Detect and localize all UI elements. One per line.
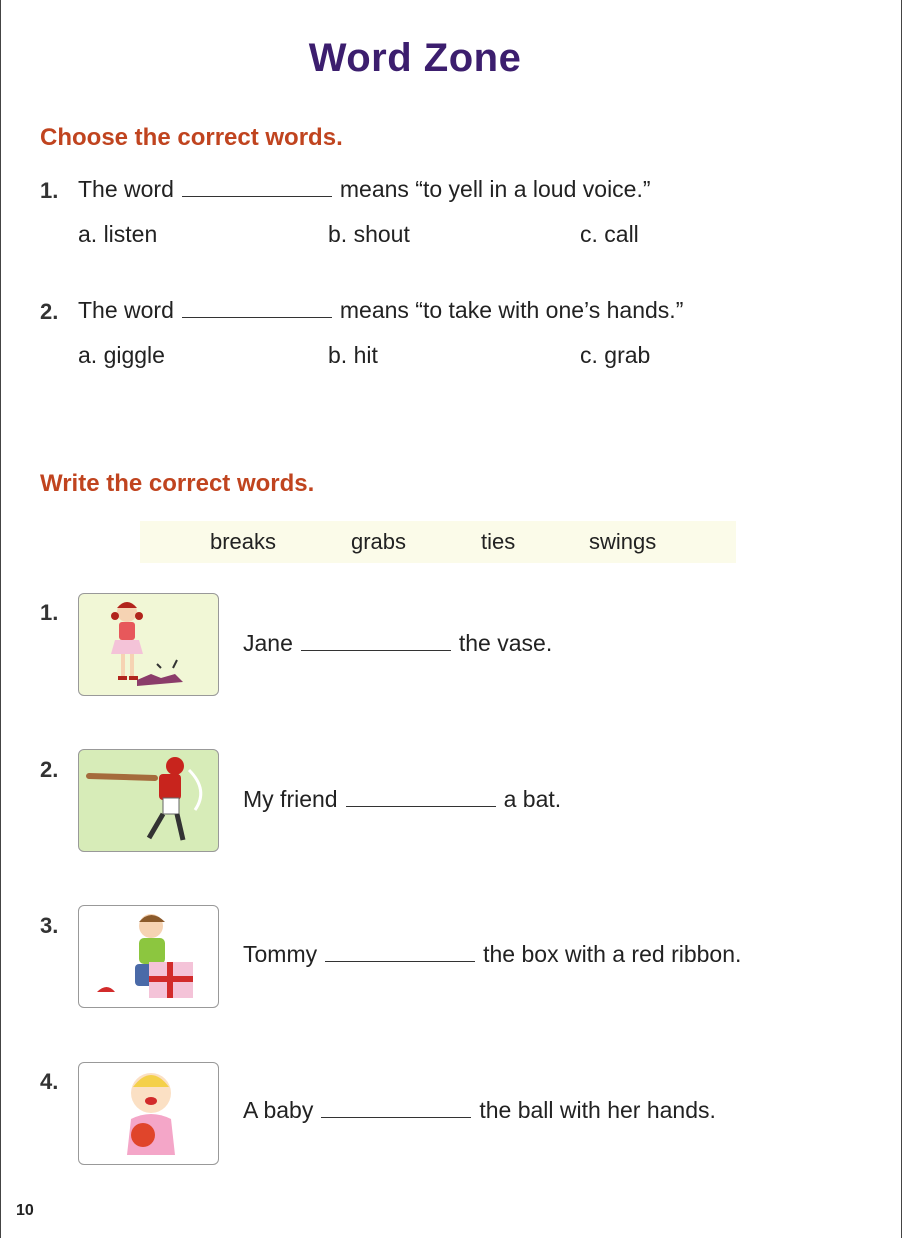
- section2-heading: Write the correct words.: [40, 470, 315, 497]
- page-number: 10: [16, 1202, 34, 1219]
- section1-heading: Choose the correct words.: [40, 124, 343, 151]
- item-sentence: [243, 941, 741, 968]
- word-bank: [140, 521, 736, 563]
- question-after: means “to yell in a loud voice.”: [339, 176, 651, 202]
- sentence-after: the vase.: [458, 630, 553, 656]
- sentence-after: the ball with her hands.: [479, 1097, 716, 1123]
- answer-blank[interactable]: [301, 632, 451, 651]
- sentence-before: A baby: [243, 1097, 314, 1123]
- sentence-before: My friend: [243, 786, 338, 812]
- question-before: The word: [78, 176, 174, 202]
- option[interactable]: b. shout: [328, 221, 410, 247]
- item-number: 4.: [40, 1069, 59, 1094]
- answer-blank[interactable]: [321, 1099, 471, 1118]
- sentence-after: the box with a red ribbon.: [483, 941, 742, 967]
- sentence-before: Tommy: [243, 941, 318, 967]
- question-before: The word: [78, 297, 174, 323]
- item-number: 1.: [40, 600, 59, 625]
- item-sentence: [243, 1097, 716, 1124]
- baby-ball-illustration: [78, 1062, 219, 1165]
- question-text: [78, 176, 651, 203]
- word-bank-item: ties: [481, 529, 516, 554]
- sentence-after: a bat.: [503, 786, 562, 812]
- boy-gift-box-illustration: [78, 905, 219, 1008]
- item-sentence: [243, 630, 552, 657]
- batter-swinging-illustration: [78, 749, 219, 852]
- girl-broken-vase-illustration: [78, 593, 219, 696]
- page-title: Word Zone: [308, 36, 522, 80]
- item-sentence: [243, 786, 561, 813]
- option[interactable]: c. call: [580, 221, 639, 247]
- answer-blank[interactable]: [182, 178, 332, 197]
- option[interactable]: b. hit: [328, 342, 378, 368]
- answer-blank[interactable]: [325, 943, 475, 962]
- sentence-before: Jane: [243, 630, 293, 656]
- question-number: 1.: [40, 178, 59, 203]
- word-bank-item: swings: [589, 529, 657, 554]
- question-number: 2.: [40, 299, 59, 324]
- word-bank-item: grabs: [351, 529, 407, 554]
- option[interactable]: c. grab: [580, 342, 651, 368]
- item-number: 2.: [40, 757, 59, 782]
- word-bank-item: breaks: [210, 529, 277, 554]
- option[interactable]: a. listen: [78, 221, 158, 247]
- option[interactable]: a. giggle: [78, 342, 165, 368]
- answer-blank[interactable]: [346, 788, 496, 807]
- page-left-border: [0, 0, 1, 1238]
- item-number: 3.: [40, 913, 59, 938]
- question-text: [78, 297, 683, 324]
- question-after: means “to take with one’s hands.”: [339, 297, 684, 323]
- answer-blank[interactable]: [182, 299, 332, 318]
